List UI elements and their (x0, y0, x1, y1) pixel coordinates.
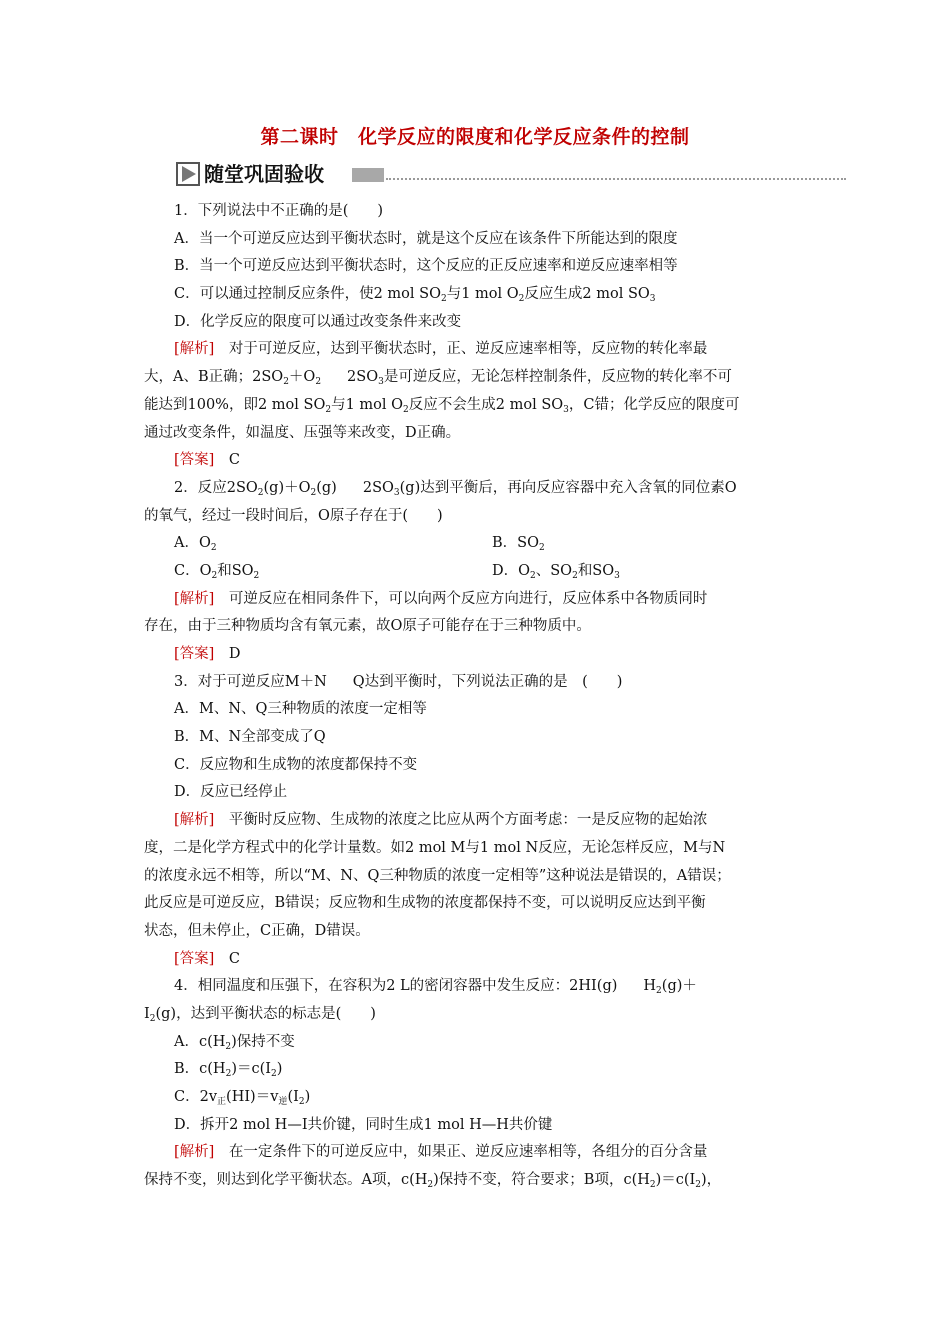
q3-analysis-line: 状态，但未停止，C正确，D错误。 (144, 922, 370, 939)
play-arrow-icon (176, 162, 200, 186)
q3-option-b: B．M、N全部变成了Q (174, 729, 326, 746)
q2-analysis: [解析] 可逆反应在相同条件下，可以向两个反应方向进行，反应体系中各物质同时 (174, 590, 708, 607)
section-decor-block (352, 168, 384, 182)
section-label: 随堂巩固验收 (204, 162, 324, 186)
q2-options-row (144, 558, 810, 586)
q1-option-d: D．化学反应的限度可以通过改变条件来改变 (174, 313, 462, 330)
answer-tag: [答案] (174, 452, 215, 469)
q3-analysis-line: 的浓度永远不相等，所以“M、N、Q三种物质的浓度一定相等”这种说法是错误的，A错误； (144, 867, 731, 884)
q2-stem-line: 的氧气，经过一段时间后，O原子存在于( ) (144, 507, 443, 524)
analysis-tag: [解析] (174, 812, 215, 829)
q3-analysis: [解析] 平衡时反应物、生成物的浓度之比应从两个方面考虑：一是反应物的起始浓 (174, 812, 708, 829)
q2-answer: [答案] D (174, 646, 241, 662)
q4-option-a: A．$c(H_2)$保持不变 (174, 1033, 295, 1052)
analysis-tag: [解析] (174, 341, 215, 358)
q4-option-c: C．$2v_正(HI)=v_逆(I_2)$ (174, 1089, 311, 1107)
q4-option-d: D．拆开2 mol H—I共价键，同时生成1 mol H—H共价键 (174, 1116, 553, 1133)
answer-tag: [答案] (174, 950, 215, 967)
q1-option-c: C．可以通过控制反应条件，使2 mol $SO_2$与1 mol $O_2$反应生成2 mol $SO_3$ (174, 286, 656, 305)
q4-option-b: B．$c(H_2)=c(I_2)$ (174, 1061, 283, 1080)
answer-tag: [答案] (174, 646, 215, 662)
q2-stem: 2．反应$2SO_2(g)+O_2(g)$ $2SO_3(g)$达到平衡后，再向反应容器中充入含氧的同位素O (174, 479, 737, 498)
section-header (174, 160, 846, 188)
q3-analysis-line: 此反应是可逆反应，B错误；反应物和生成物的浓度都保持不变，可以说明反应达到平衡 (144, 895, 706, 912)
q1-answer: [答案] C (174, 452, 240, 469)
analysis-tag: [解析] (174, 590, 215, 607)
q2-options-row (144, 530, 810, 558)
q3-stem: 3．对于可逆反应M＋N Q达到平衡时，下列说法正确的是 ( ) (174, 673, 623, 690)
q2-option-c: C．$O_2$和$SO_2$ (174, 562, 260, 581)
q3-option-c: C．反应物和生成物的浓度都保持不变 (174, 756, 418, 773)
q1-option-a: A．当一个可逆反应达到平衡状态时，就是这个反应在该条件下所能达到的限度 (174, 230, 678, 247)
q3-analysis-line: 度，二是化学方程式中的化学计量数。如2 mol M与1 mol N反应，无论怎样反应，M与N (144, 839, 726, 856)
q4-analysis-line: 保持不变，则达到化学平衡状态。A项，$c(H_2)$保持不变，符合要求；B项，$c(H_2)=c(I_2)$， (144, 1172, 722, 1191)
q3-answer: [答案] C (174, 950, 240, 967)
q4-stem-line: $I_2(g)$，达到平衡状态的标志是( ) (144, 1005, 376, 1024)
q1-analysis: [解析] 对于可逆反应，达到平衡状态时，正、逆反应速率相等，反应物的转化率最 (174, 341, 708, 358)
q4-analysis: [解析] 在一定条件下的可逆反应中，如果正、逆反应速率相等，各组分的百分含量 (174, 1144, 708, 1161)
q1-analysis-line: 能达到100%，即2 mol $SO_2$与1 mol $O_2$反应不会生成2 mol $SO_3$，C错；化学反应的限度可 (144, 396, 740, 415)
q1-analysis-line: 通过改变条件，如温度、压强等来改变，D正确。 (144, 424, 461, 441)
q2-option-a: A．$O_2$ (174, 535, 217, 554)
q3-option-a: A．M、N、Q三种物质的浓度一定相等 (174, 701, 427, 718)
analysis-tag: [解析] (174, 1144, 215, 1161)
q3-option-d: D．反应已经停止 (174, 784, 288, 801)
q1-analysis-line: 大，A、B正确；$2SO_2+O_2$ $2SO_3$是可逆反应，无论怎样控制条件，反应物的转化率不可 (144, 369, 732, 388)
question-content (144, 198, 810, 1195)
q4-stem: 4．相同温度和压强下，在容积为2 L的密闭容器中发生反应：2HI(g) $H_2(g)+$ (174, 978, 697, 997)
q1-stem: 1．下列说法中不正确的是( ) (174, 203, 384, 219)
section-dotted-rule (386, 178, 846, 180)
q2-option-d: D．$O_2$、$SO_2$和$SO_3$ (492, 562, 620, 581)
page-title: 第二课时 化学反应的限度和化学反应条件的控制 (260, 126, 690, 148)
q2-analysis-line: 存在，由于三种物质均含有氧元素，故O原子可能存在于三种物质中。 (144, 618, 591, 635)
q2-option-b: B．$SO_2$ (492, 535, 545, 554)
q1-option-b: B．当一个可逆反应达到平衡状态时，这个反应的正反应速率和逆反应速率相等 (174, 258, 678, 275)
